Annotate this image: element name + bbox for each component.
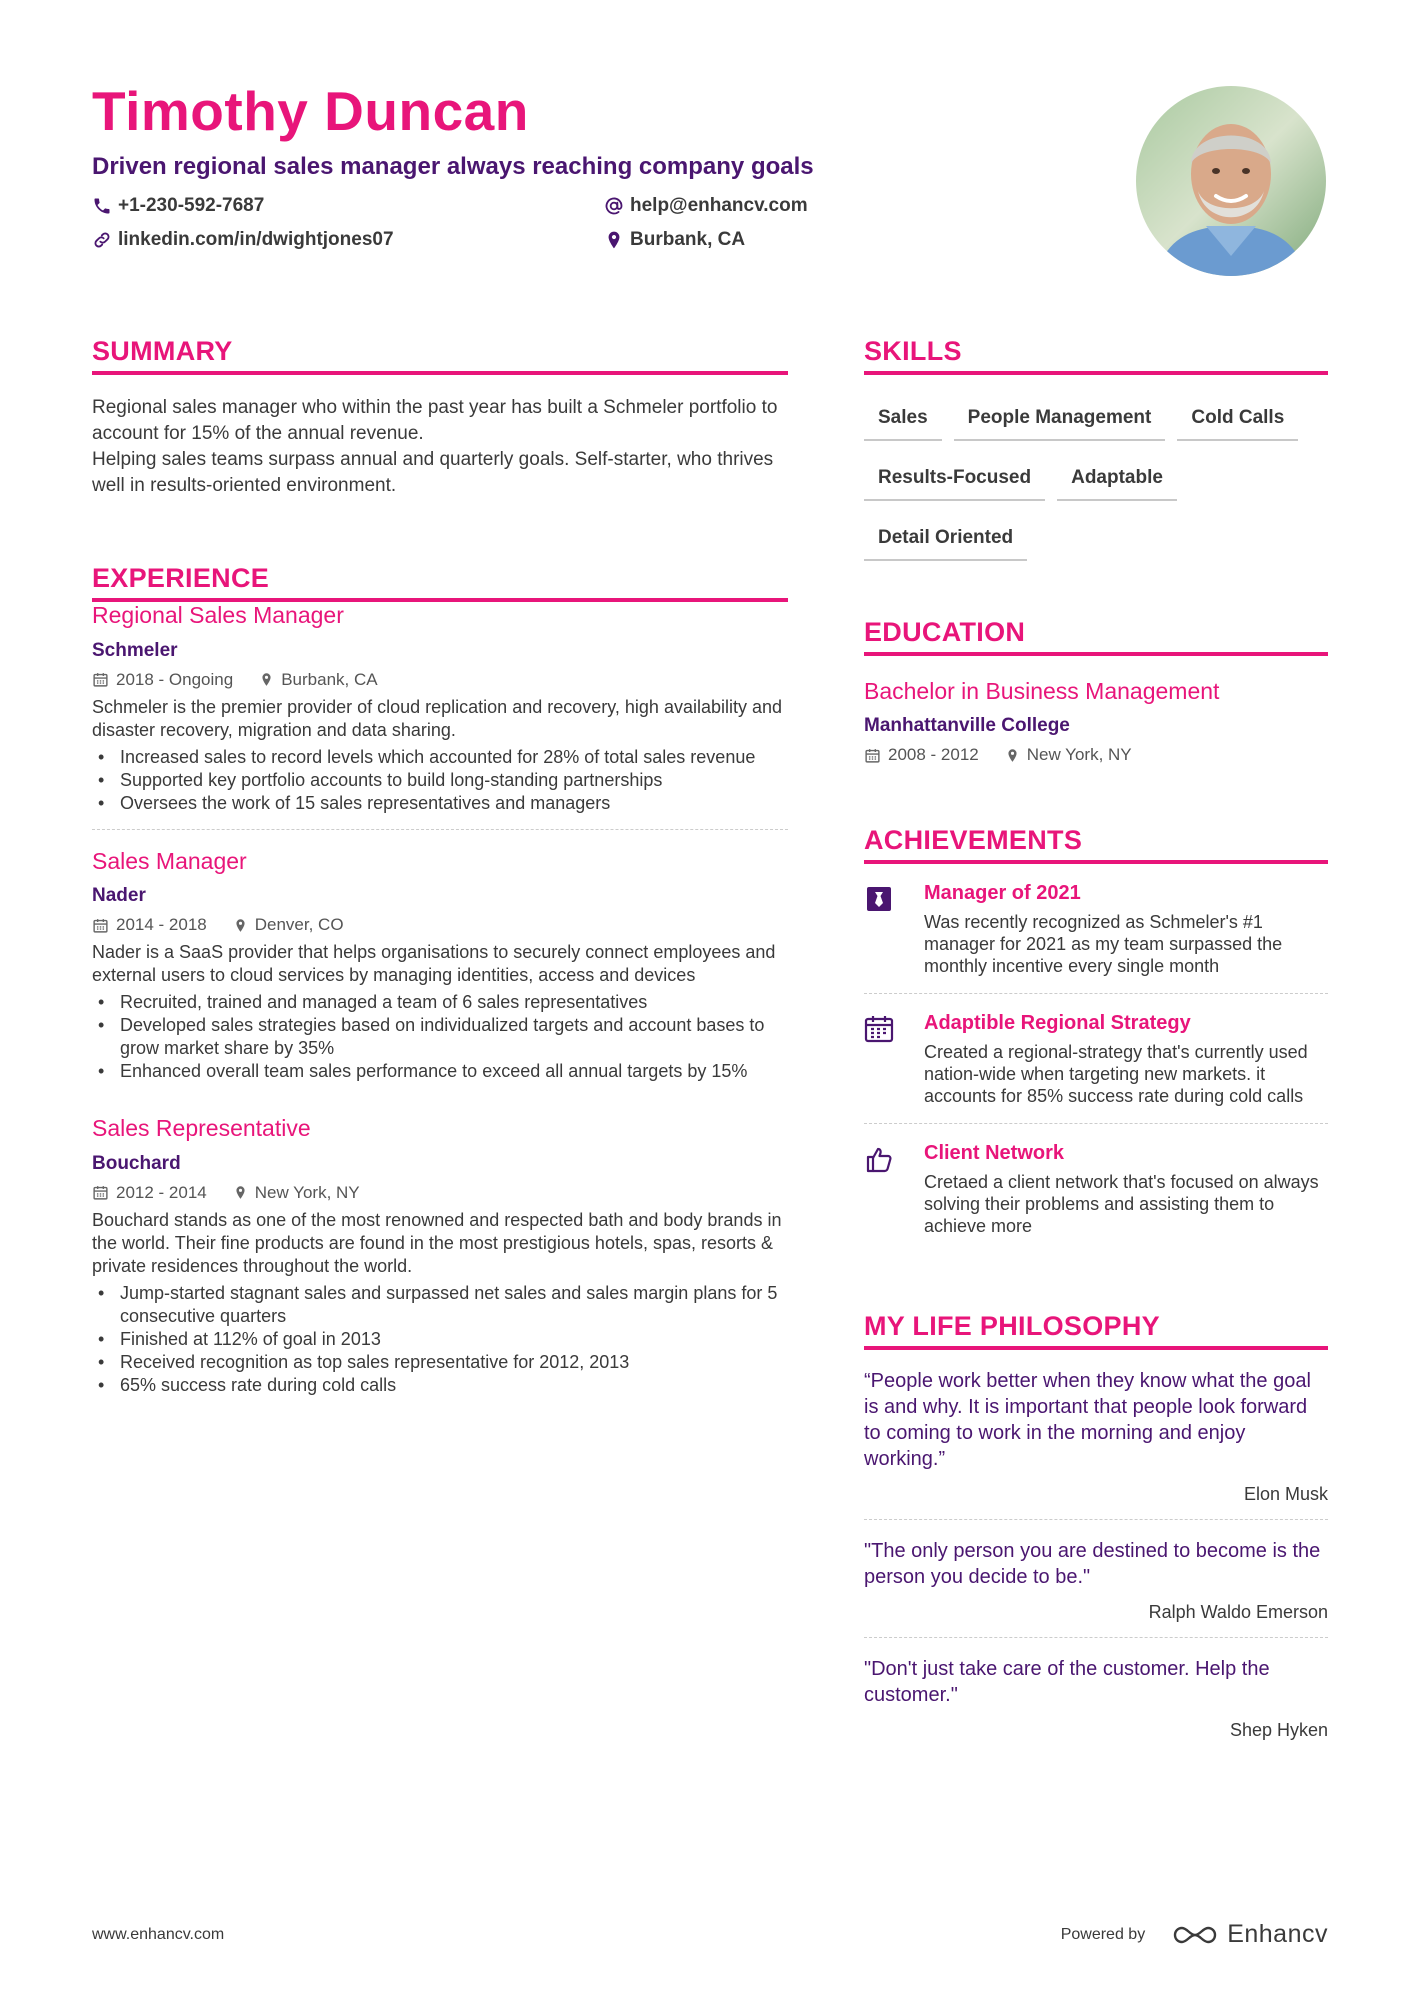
job-company: Schmeler	[92, 639, 178, 661]
job-bullet: • Supported key portfolio accounts to build long-standing partnerships	[92, 769, 788, 792]
education-section	[864, 617, 1328, 765]
job-location-text: Burbank, CA	[281, 669, 378, 689]
page-footer	[92, 1920, 1328, 1949]
contact-phone	[92, 195, 604, 217]
candidate-tagline: Driven regional sales manager always reaching company goals	[92, 153, 814, 181]
contact-location	[604, 229, 1004, 251]
job-description: Bouchard stands as one of the most renowned and respected bath and body brands in the world. Their fine products are found in the most prestigious hotels, spas, resorts & private residences throughout the world.	[92, 1209, 782, 1276]
location-pin-icon	[604, 230, 624, 250]
job-location	[233, 1183, 360, 1203]
footer-brand	[1061, 1920, 1328, 1949]
phone-text: +1-230-592-7687	[118, 195, 265, 217]
job-company: Bouchard	[92, 1152, 181, 1174]
job-description: Nader is a SaaS provider that helps organisations to securely connect employees and external users to cloud services by managing identities, access and devices	[92, 942, 776, 986]
education-dates-text: 2008 - 2012	[888, 745, 979, 764]
education-degree: Bachelor in Business Management	[864, 678, 1220, 704]
education-location-text: New York, NY	[1026, 745, 1132, 764]
job-bullet: • Jump-started stagnant sales and surpassed net sales and sales margin plans for 5 consecutive quarters	[92, 1282, 788, 1328]
job-location-text: Denver, CO	[254, 915, 344, 935]
skill-tag: Cold Calls	[1177, 395, 1298, 441]
job-bullet: • Finished at 112% of goal in 2013	[92, 1328, 788, 1351]
philosophy-section	[864, 1311, 1328, 1755]
job-bullet: • Oversees the work of 15 sales representatives and managers	[92, 792, 788, 815]
contact-email	[604, 195, 1004, 217]
skill-tag: Detail Oriented	[864, 515, 1027, 561]
achievement-title: Adaptible Regional Strategy	[924, 1012, 1191, 1034]
summary-text	[92, 395, 788, 499]
powered-by-label: Powered by	[1060, 1925, 1146, 1943]
calendar-icon	[92, 917, 109, 934]
job-dates	[92, 670, 233, 690]
job-entry	[92, 1097, 788, 1411]
experience-section	[92, 563, 788, 1411]
achievement-description: Created a regional-strategy that's currently used nation-wide when targeting new markets. it accounts for 85% success rate during cold calls	[924, 1042, 1308, 1106]
achievements-title: ACHIEVEMENTS	[864, 825, 1328, 864]
job-bullet: • Enhanced overall team sales performance to exceed all annual targets by 15%	[92, 1060, 788, 1083]
job-dates-text: 2014 - 2018	[116, 915, 207, 935]
job-dates-text: 2018 - Ongoing	[116, 669, 234, 689]
job-company: Nader	[92, 885, 146, 907]
job-title: Sales Manager	[92, 847, 247, 874]
skills-section	[864, 336, 1328, 575]
profile-photo	[1136, 86, 1326, 276]
link-icon	[92, 230, 112, 250]
calendar-icon	[864, 747, 881, 764]
job-dates-text: 2012 - 2014	[116, 1182, 207, 1202]
summary-section	[92, 336, 788, 499]
education-meta	[864, 745, 1328, 765]
achievement-item	[864, 993, 1328, 1123]
location-text: Burbank, CA	[630, 229, 746, 251]
skill-tag: Sales	[864, 395, 942, 441]
contact-info	[92, 195, 1092, 251]
at-icon	[604, 196, 624, 216]
job-dates	[92, 1183, 207, 1203]
job-location	[233, 915, 344, 935]
job-entry	[92, 602, 788, 829]
quote-text: "Don't just take care of the customer. Help the customer."	[864, 1658, 1270, 1706]
skills-title: SKILLS	[864, 336, 1328, 375]
quote-author: Shep Hyken	[1229, 1720, 1328, 1740]
job-dates	[92, 915, 207, 935]
summary-paragraph: Helping sales teams surpass annual and quarterly goals. Self-starter, who thrives well in results-oriented environment.	[92, 449, 774, 496]
achievements-section	[864, 825, 1328, 1253]
job-location-text: New York, NY	[254, 1182, 360, 1202]
job-description: Schmeler is the premier provider of cloud replication and recovery, high availability and disaster recovery, migration and data sharing.	[92, 696, 783, 740]
skill-tag: Adaptable	[1057, 455, 1177, 501]
philosophy-title: MY LIFE PHILOSOPHY	[864, 1311, 1328, 1350]
location-pin-icon	[1005, 747, 1020, 764]
calendar-icon	[92, 1184, 109, 1201]
candidate-name: Timothy Duncan	[92, 80, 529, 142]
experience-title: EXPERIENCE	[92, 563, 788, 602]
footer-website-link[interactable]: www.enhancv.com	[92, 1925, 225, 1943]
linkedin-text: linkedin.com/in/dwightjones07	[118, 229, 394, 251]
skill-tag: Results-Focused	[864, 455, 1045, 501]
quote-author: Elon Musk	[1243, 1484, 1328, 1504]
job-bullets	[92, 1282, 788, 1397]
summary-title: SUMMARY	[92, 336, 788, 375]
job-meta	[92, 670, 788, 690]
education-title: EDUCATION	[864, 617, 1328, 656]
calendar-icon	[864, 1014, 894, 1044]
achievement-item	[864, 864, 1328, 993]
skill-tag: People Management	[954, 395, 1166, 441]
resume-header	[92, 80, 1092, 251]
location-pin-icon	[233, 1184, 248, 1201]
education-location	[1005, 745, 1132, 765]
skills-list	[864, 395, 1334, 575]
summary-paragraph: Regional sales manager who within the past year has built a Schmeler portfolio to account for 15% of the annual revenue.	[92, 397, 778, 444]
job-meta	[92, 1183, 788, 1203]
left-column	[92, 336, 788, 1411]
job-location	[259, 670, 377, 690]
job-meta	[92, 915, 788, 935]
location-pin-icon	[233, 917, 248, 934]
contact-linkedin	[92, 229, 604, 251]
job-bullet: • Developed sales strategies based on individualized targets and account bases to grow market share by 35%	[92, 1014, 788, 1060]
right-column	[864, 336, 1328, 1755]
achievement-item	[864, 1123, 1328, 1253]
quote-item	[864, 1350, 1328, 1519]
job-bullets	[92, 746, 788, 815]
job-bullet: • Recruited, trained and managed a team of 6 sales representatives	[92, 991, 788, 1014]
quote-text: "The only person you are destined to become is the person you decide to be."	[864, 1540, 1321, 1588]
phone-icon	[92, 196, 112, 216]
achievement-description: Was recently recognized as Schmeler's #1 manager for 2021 as my team surpassed the monthly incentive every single month	[924, 912, 1283, 976]
quote-item	[864, 1519, 1328, 1637]
quote-author: Ralph Waldo Emerson	[1148, 1602, 1328, 1622]
job-bullets	[92, 991, 788, 1083]
job-bullet: • 65% success rate during cold calls	[92, 1374, 788, 1397]
tie-icon	[864, 884, 894, 914]
achievement-title: Client Network	[924, 1142, 1065, 1164]
enhancv-logo-text: Enhancv	[1227, 1920, 1328, 1948]
job-entry	[92, 829, 788, 1098]
thumbs-up-icon	[864, 1144, 894, 1174]
job-bullet: • Received recognition as top sales representative for 2012, 2013	[92, 1351, 788, 1374]
calendar-icon	[92, 671, 109, 688]
education-school: Manhattanville College	[864, 715, 1070, 736]
location-pin-icon	[259, 671, 274, 688]
quote-text: “People work better when they know what the goal is and why. It is important that people look forward to coming to work in the morning and enjoy working.”	[864, 1370, 1311, 1470]
education-dates	[864, 745, 979, 765]
email-text: help@enhancv.com	[630, 195, 808, 217]
quote-item	[864, 1637, 1328, 1755]
achievement-title: Manager of 2021	[924, 882, 1081, 904]
enhancv-logo-icon	[1171, 1923, 1219, 1947]
job-title: Regional Sales Manager	[92, 602, 344, 628]
job-title: Sales Representative	[92, 1115, 311, 1142]
achievement-description: Cretaed a client network that's focused on always solving their problems and assisting them to achieve more	[924, 1172, 1319, 1236]
job-bullet: • Increased sales to record levels which accounted for 28% of total sales revenue	[92, 746, 788, 769]
